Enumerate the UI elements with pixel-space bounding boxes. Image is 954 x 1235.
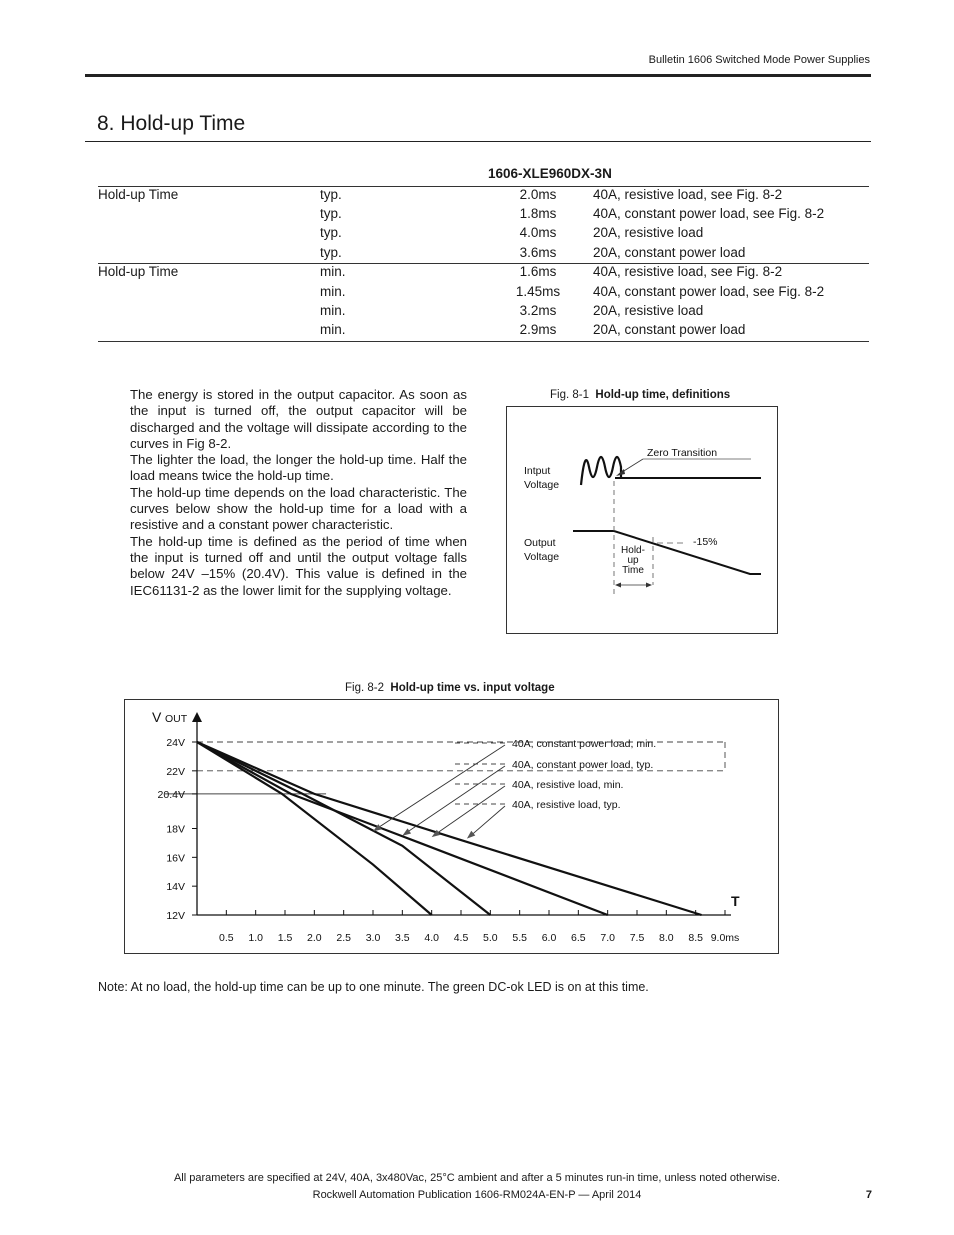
holdup-arrowhead-right (646, 583, 652, 588)
y-axis-label-sub: OUT (165, 713, 188, 725)
table-rule (98, 263, 869, 264)
note-cell: 40A, constant power load, see Fig. 8-2 (593, 284, 825, 299)
y-tick-label: 14V (166, 881, 185, 894)
input-label-line1: Intput (524, 465, 551, 477)
condition-cell: typ. (320, 245, 342, 260)
table-row (98, 264, 869, 283)
series-line (197, 742, 432, 915)
legend-label: 40A, resistive load, typ. (512, 799, 621, 811)
fig1-caption-number: Fig. 8-1 (550, 389, 589, 401)
paragraph: The lighter the load, the longer the hold-up time. Half the load means twice the hold-up time. (130, 452, 467, 484)
condition-cell: typ. (320, 206, 342, 221)
holdup-arrowhead-left (615, 583, 621, 588)
y-axis-label-main: V (152, 709, 162, 725)
legend-arrowhead (467, 831, 475, 839)
note-cell: 20A, constant power load (593, 322, 746, 337)
footer-params: All parameters are specified at 24V, 40A, 3x480Vac, 25°C ambient and after a 5 minutes run-in time, unless noted otherwise. (173, 1172, 781, 1184)
value-cell: 1.8ms (519, 206, 557, 221)
paragraph: The hold-up time depends on the load characteristic. The curves below show the hold-up time for a load with a resistive and a constant power characteristic. (130, 484, 467, 533)
chart-layer (158, 712, 740, 944)
x-tick-label: 2.5 (336, 932, 351, 944)
legend-arrow (436, 786, 505, 834)
y-tick-label: 24V (166, 737, 185, 749)
x-tick-label: 4.5 (453, 932, 469, 944)
fig1-caption (550, 389, 730, 401)
condition-cell: min. (320, 303, 346, 318)
x-tick-label: 0.5 (219, 932, 234, 944)
x-tick-label: 3.5 (395, 932, 410, 944)
value-cell: 3.6ms (519, 245, 557, 260)
table-row (98, 284, 869, 303)
y-tick-label: 18V (166, 823, 185, 836)
x-tick-label: 9.0ms (710, 932, 740, 944)
x-tick-label: 7.0 (600, 932, 615, 944)
output-label-line1: Output (524, 537, 556, 549)
x-tick-label: 3.0 (365, 932, 381, 944)
hold-up-chart-svg (125, 700, 778, 953)
body-text (130, 387, 467, 599)
legend-label: 40A, constant power load, typ. (512, 759, 654, 771)
x-axis-label: T (731, 893, 740, 909)
y-tick-label: 16V (166, 852, 185, 865)
zero-transition-label: Zero Transition (647, 447, 718, 459)
note-text: Note: At no load, the hold-up time can be up to one minute. The green DC-ok LED is on at this time. (98, 980, 649, 994)
value-cell: 3.2ms (519, 303, 557, 318)
y-tick-label: 20.4V (157, 788, 185, 801)
value-cell: 1.6ms (519, 264, 557, 279)
x-tick-label: 6.5 (571, 932, 586, 944)
title-rule (85, 141, 871, 142)
minus15-label: -15% (693, 536, 718, 548)
note-cell: 40A, resistive load, see Fig. 8-2 (593, 264, 783, 279)
note-cell: 20A, resistive load (593, 225, 704, 240)
holdup-label-line3: Time (622, 565, 644, 576)
table-row (98, 187, 869, 206)
table-rule (98, 341, 869, 342)
condition-cell: min. (320, 264, 346, 279)
x-tick-label: 2.0 (307, 932, 322, 944)
table-row (98, 322, 869, 341)
x-tick-label: 8.5 (688, 932, 703, 944)
output-voltage-line (573, 531, 761, 574)
fig2-caption-number: Fig. 8-2 (345, 682, 384, 694)
legend-arrow (471, 806, 505, 836)
x-tick-label: 8.0 (659, 932, 674, 944)
table-row (98, 245, 869, 264)
y-axis-arrowhead (192, 712, 202, 722)
note-cell: 20A, constant power load (593, 245, 746, 260)
value-cell: 1.45ms (515, 284, 561, 299)
x-tick-label: 7.5 (629, 932, 645, 944)
paragraph: The energy is stored in the output capacitor. As soon as the input is turned off, the output capacitor will be discharged and the voltage will dissipate according to the curves in Fig 8-2. (130, 387, 467, 451)
x-tick-label: 4.0 (424, 932, 439, 944)
fig2-caption-title: Hold-up time vs. input voltage (390, 682, 555, 694)
note-cell: 40A, constant power load, see Fig. 8-2 (593, 206, 825, 221)
legend-label: 40A, constant power load, min. (512, 738, 657, 750)
fig2-caption (345, 682, 555, 694)
condition-cell: min. (320, 284, 346, 299)
header-rule (85, 74, 871, 77)
x-tick-label: 5.0 (483, 932, 498, 944)
param-cell: Hold-up Time (98, 187, 179, 202)
header-bulletin: Bulletin 1606 Switched Mode Power Supplies (648, 54, 870, 66)
table-row (98, 225, 869, 244)
legend-arrowhead (402, 828, 411, 835)
y-tick-label: 12V (166, 910, 185, 922)
product-header: 1606-XLE960DX-3N (488, 166, 612, 181)
value-cell: 2.9ms (519, 322, 557, 337)
table-row (98, 303, 869, 322)
param-cell: Hold-up Time (98, 264, 179, 279)
paragraph: The hold-up time is defined as the period of time when the input is turned off and until the output voltage falls below 24V –15% (20.4V). This value is defined in the IEC61131-2 as the lower limit for the supplying voltage. (130, 533, 467, 598)
note-cell: 20A, resistive load (593, 303, 704, 318)
fig2-chart (124, 699, 779, 954)
output-label-line2: Voltage (524, 551, 560, 563)
condition-cell: typ. (320, 225, 342, 240)
holdup-label-line1: Hold- (621, 545, 645, 556)
condition-cell: typ. (320, 187, 342, 202)
x-tick-label: 6.0 (541, 932, 557, 944)
condition-cell: min. (320, 322, 346, 337)
x-tick-label: 1.5 (277, 932, 293, 944)
fig1-caption-title: Hold-up time, definitions (595, 389, 731, 401)
x-tick-label: 1.0 (248, 932, 263, 944)
legend-label: 40A, resistive load, min. (512, 779, 624, 791)
footer-publication: Rockwell Automation Publication 1606-RM024A-EN-P — April 2014 (312, 1189, 642, 1201)
holdup-label-line2: up (627, 555, 639, 566)
table-row (98, 206, 869, 225)
y-tick-label: 22V (166, 765, 185, 778)
value-cell: 4.0ms (519, 225, 557, 240)
section-title: 8. Hold-up Time (97, 112, 246, 135)
fig1-diagram (506, 406, 778, 634)
fig1-svg (507, 407, 777, 633)
legend-arrow (377, 745, 505, 828)
page-number: 7 (865, 1189, 872, 1201)
x-tick-label: 5.5 (512, 932, 527, 944)
input-label-line2: Voltage (524, 479, 560, 491)
input-sine-wave (581, 457, 621, 485)
note-cell: 40A, resistive load, see Fig. 8-2 (593, 187, 783, 202)
value-cell: 2.0ms (519, 187, 557, 202)
